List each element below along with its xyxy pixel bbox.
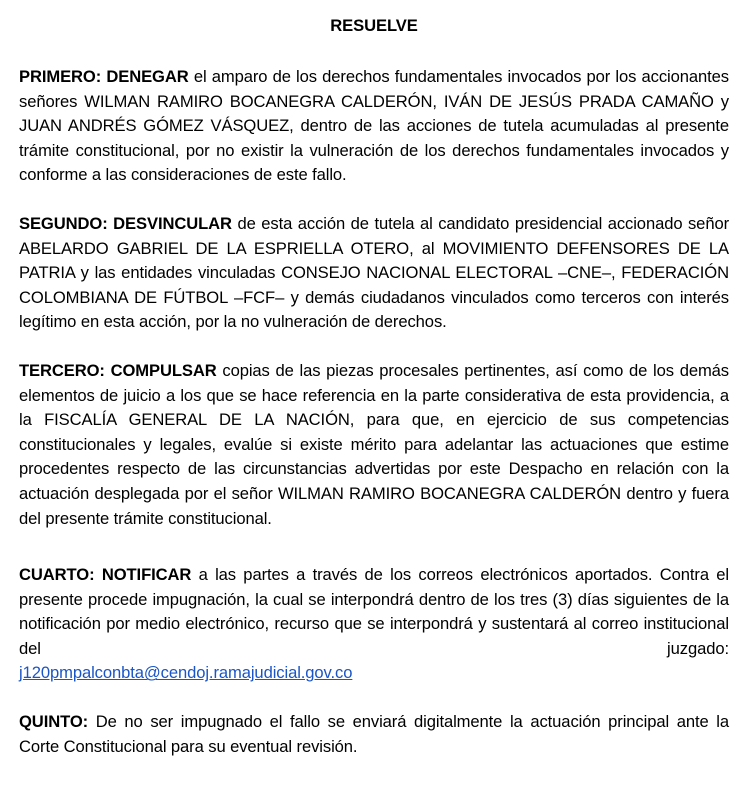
paragraph-label: PRIMERO: DENEGAR — [19, 67, 189, 86]
paragraph-label: QUINTO: — [19, 712, 89, 732]
paragraph-segundo — [19, 212, 729, 335]
paragraph-primero — [19, 65, 729, 188]
paragraph-label: TERCERO: COMPULSAR — [19, 360, 217, 380]
paragraph-label: SEGUNDO: DESVINCULAR — [19, 213, 232, 233]
paragraph-cuarto — [19, 563, 729, 686]
paragraph-body — [19, 563, 729, 661]
resolution-heading: RESUELVE — [330, 16, 418, 35]
paragraph-text: copias de las piezas procesales pertinentes, así como de los demás elementos de juicio a los que se hace referencia en la parte considerativa de esta providencia, a la FISCALÍA GENERAL DE LA NACIÓN, para que, en ejercicio de sus competencias constitucionales y legales, evalúe si existe mérito para adelantar las actuaciones que estime procedentes respecto de las circunstancias advertidas por este Despacho en relación con la actuación desplegada por el señor WILMAN RAMIRO BOCANEGRA CALDERÓN dentro y fuera del presente trámite constitucional. — [19, 360, 729, 528]
paragraph-text: De no ser impugnado el fallo se enviará digitalmente la actuación principal ante la Corte Constitucional para su eventual revisión. — [19, 712, 729, 756]
paragraph-text: a las partes a través de los correos electrónicos aportados. Contra el presente procede impugnación, la cual se interpondrá dentro de los tres (3) días siguientes de la notificación por medio electrónico, recurso que se interpondrá y sustentará al correo institucional del juzgado: — [19, 565, 729, 658]
paragraph-quinto — [19, 710, 729, 759]
paragraph-text: de esta acción de tutela al candidato presidencial accionado señor ABELARDO GABRIEL DE LA ESPRIELLA OTERO, al MOVIMIENTO DEFENSORES DE LA PATRIA y las entidades vinculadas CONSEJO NACIONAL ELECTORAL –CNE–, FEDERACIÓN COLOMBIANA DE FÚTBOL –FCF– y demás ciudadanos vinculados como terceros con interés legítimo en esta acción, por la no vulneración de derechos. — [19, 213, 729, 332]
paragraph-text: el amparo de los derechos fundamentales invocados por los accionantes señores WILMAN RAMIRO BOCANEGRA CALDERÓN, IVÁN DE JESÚS PRADA CAMAÑO y JUAN ANDRÉS GÓMEZ VÁSQUEZ, dentro de las acciones de tutela acumuladas al presente trámite constitucional, por no existir la vulneración de los derechos fundamentales invocados y conforme a las consideraciones de este fallo. — [19, 67, 729, 185]
paragraph-tercero — [19, 359, 729, 531]
paragraph-label: CUARTO: NOTIFICAR — [19, 565, 192, 585]
court-email-link[interactable]: j120pmpalconbta@cendoj.ramajudicial.gov.co — [19, 663, 353, 683]
